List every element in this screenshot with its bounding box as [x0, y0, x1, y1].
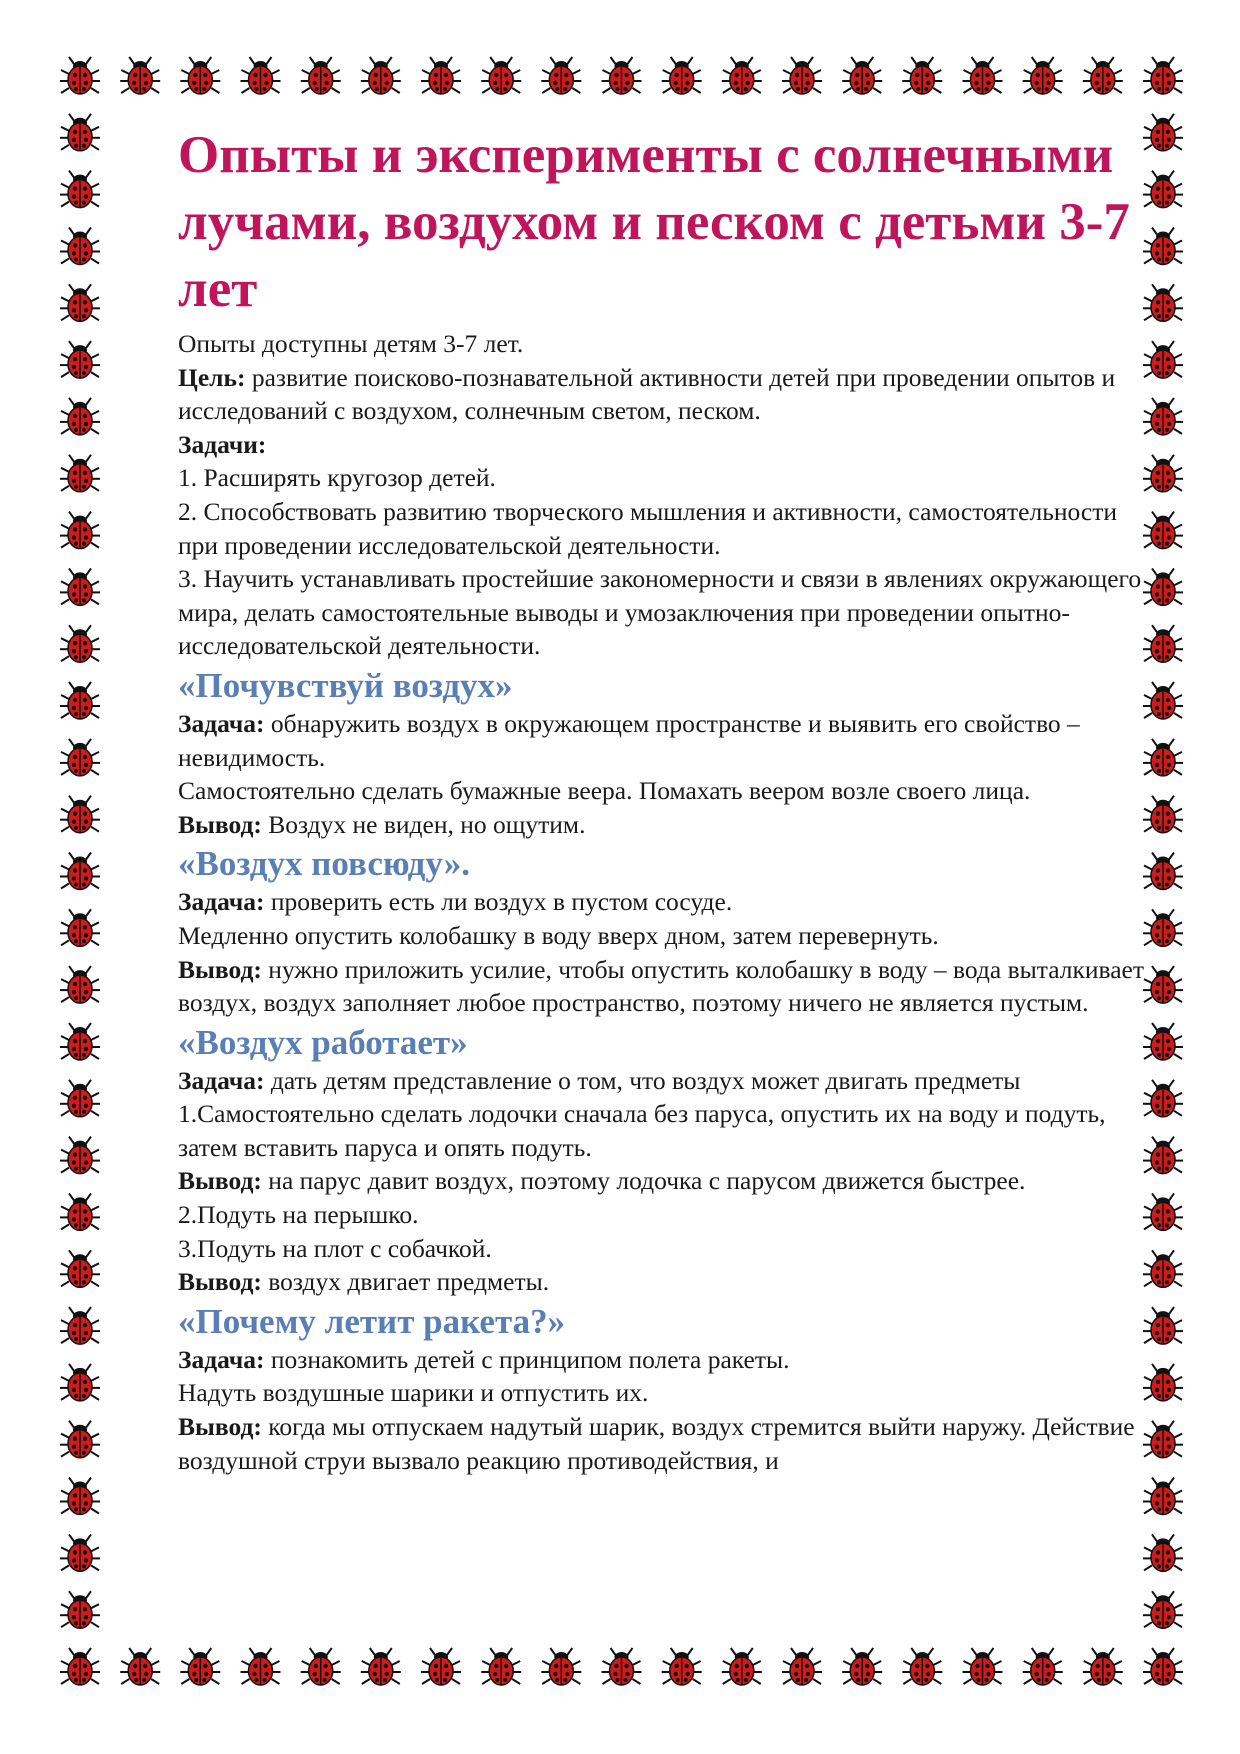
ladybug-icon	[60, 171, 100, 208]
experiment-3-step-2: 2.Подуть на перышко.	[178, 1200, 419, 1230]
task-item-3: 3. Научить устанавливать простейшие закономерности и связи в явлениях окружающего мира, делать самостоятельные выводы и умозаключения при проведении опытно-исследовательской деятельности.	[178, 564, 1142, 661]
ladybug-icon	[541, 57, 581, 94]
goal-label: Цель:	[178, 362, 246, 392]
task-text: проверить есть ли воздух в пустом сосуде.	[264, 887, 733, 917]
ladybug-icon	[60, 398, 100, 435]
ladybug-icon	[1143, 966, 1183, 1003]
experiment-3-conclusion-2	[178, 1265, 1148, 1299]
ladybug-icon	[1143, 1080, 1183, 1117]
ladybug-icon	[60, 1307, 100, 1344]
ladybug-icon	[1143, 1534, 1183, 1571]
ladybug-icon	[1143, 284, 1183, 321]
document-body	[178, 122, 1148, 1477]
ladybug-icon	[361, 57, 401, 94]
ladybug-icon	[60, 625, 100, 662]
ladybug-icon	[782, 57, 822, 94]
experiment-4-conclusion	[178, 1410, 1148, 1477]
ladybug-icon	[120, 1648, 160, 1685]
ladybug-icon	[180, 1648, 220, 1685]
experiment-4-step: Надуть воздушные шарики и отпустить их.	[178, 1378, 649, 1408]
experiment-2-heading: «Воздух повсюду».	[178, 844, 470, 884]
ladybug-icon	[1143, 1307, 1183, 1344]
ladybug-icon	[241, 57, 281, 94]
ladybug-icon	[421, 57, 461, 94]
ladybug-icon	[541, 1648, 581, 1685]
experiment-4-task	[178, 1343, 1148, 1377]
ladybug-icon	[1143, 398, 1183, 435]
experiment-2-step: Медленно опустить колобашку в воду вверх дном, затем перевернуть.	[178, 920, 939, 950]
ladybug-icon	[60, 682, 100, 719]
ladybug-icon	[1143, 625, 1183, 662]
ladybug-icon	[361, 1648, 401, 1685]
ladybug-icon	[60, 1534, 100, 1571]
ladybug-icon	[1143, 1250, 1183, 1287]
ladybug-icon	[963, 57, 1003, 94]
conclusion-text: нужно приложить усилие, чтобы опустить колобашку в воду – вода выталкивает воздух, воздух заполняет любое пространство, поэтому ничего не является пустым.	[178, 954, 1145, 1018]
page-title: Опыты и эксперименты с солнечными лучами, воздухом и песком с детьми 3-7 лет	[178, 126, 1130, 318]
ladybug-icon	[1143, 455, 1183, 492]
ladybug-icon	[1143, 512, 1183, 549]
ladybug-icon	[1143, 171, 1183, 208]
experiment-3-heading: «Воздух работает»	[178, 1022, 468, 1062]
ladybug-icon	[1143, 1478, 1183, 1515]
ladybug-icon	[60, 1648, 100, 1685]
ladybug-icon	[1023, 1648, 1063, 1685]
task-text: познакомить детей с принципом полета ракеты.	[264, 1344, 790, 1374]
ladybug-icon	[602, 57, 642, 94]
task-label: Задача:	[178, 1065, 265, 1095]
conclusion-text: Воздух не виден, но ощутим.	[261, 809, 586, 839]
ladybug-icon	[60, 1591, 100, 1628]
ladybug-icon	[60, 57, 100, 94]
ladybug-icon	[301, 57, 341, 94]
goal-text: развитие поисково-познавательной активности детей при проведении опытов и исследований с воздухом, солнечным светом, песком.	[178, 362, 1116, 426]
ladybug-icon	[902, 57, 942, 94]
ladybug-icon	[1143, 909, 1183, 946]
ladybug-icon	[60, 966, 100, 1003]
ladybug-icon	[1143, 341, 1183, 378]
experiment-4-heading: «Почему летит ракета?»	[178, 1301, 566, 1341]
ladybug-icon	[662, 1648, 702, 1685]
experiment-3-step-1: 1.Самостоятельно сделать лодочки сначала без паруса, опустить их на воду и подуть, затем вставить паруса и опять подуть.	[178, 1099, 1106, 1162]
ladybug-icon	[1143, 1421, 1183, 1458]
conclusion-label: Вывод:	[178, 1166, 262, 1196]
ladybug-icon	[60, 909, 100, 946]
ladybug-icon	[782, 1648, 822, 1685]
task-item-1: 1. Расширять кругозор детей.	[178, 463, 496, 493]
ladybug-icon	[842, 1648, 882, 1685]
ladybug-icon	[602, 1648, 642, 1685]
conclusion-text: когда мы отпускаем надутый шарик, воздух стремится выйти наружу. Действие воздушной струи вызвало реакцию противодействия, и	[178, 1412, 1135, 1475]
ladybug-icon	[481, 1648, 521, 1685]
conclusion-text: на парус давит воздух, поэтому лодочка с парусом движется быстрее.	[261, 1166, 1026, 1196]
goal-paragraph	[178, 361, 1148, 428]
ladybug-icon	[1083, 1648, 1123, 1685]
task-label: Задача:	[178, 887, 265, 917]
ladybug-icon	[1143, 1591, 1183, 1628]
experiment-1-step: Самостоятельно сделать бумажные веера. Помахать веером возле своего лица.	[178, 776, 1031, 806]
ladybug-icon	[120, 57, 160, 94]
task-text: обнаружить воздух в окружающем пространстве и выявить его свойство – невидимость.	[178, 708, 1080, 772]
ladybug-icon	[60, 1250, 100, 1287]
ladybug-icon	[60, 114, 100, 151]
task-text: дать детям представление о том, что воздух может двигать предметы	[264, 1065, 1021, 1095]
ladybug-icon	[60, 568, 100, 605]
ladybug-icon	[481, 57, 521, 94]
experiment-3-step-3: 3.Подуть на плот с собачкой.	[178, 1233, 492, 1263]
ladybug-icon	[60, 796, 100, 833]
conclusion-label: Вывод:	[178, 1412, 262, 1442]
experiment-1-heading: «Почувствуй воздух»	[178, 665, 513, 705]
ladybug-icon	[1023, 57, 1063, 94]
ladybug-icon	[1143, 739, 1183, 776]
ladybug-icon	[60, 1193, 100, 1230]
ladybug-icon	[1143, 796, 1183, 833]
experiment-2-task	[178, 885, 1148, 919]
task-label: Задача:	[178, 708, 265, 738]
ladybug-icon	[60, 1080, 100, 1117]
conclusion-label: Вывод:	[178, 1267, 262, 1297]
experiment-2-conclusion	[178, 953, 1148, 1020]
ladybug-icon	[1083, 57, 1123, 94]
ladybug-icon	[60, 739, 100, 776]
ladybug-icon	[1143, 1023, 1183, 1060]
age-note: Опыты доступны детям 3-7 лет.	[178, 329, 524, 358]
ladybug-icon	[60, 512, 100, 549]
ladybug-icon	[60, 1137, 100, 1174]
ladybug-icon	[60, 228, 100, 265]
ladybug-icon	[662, 57, 702, 94]
ladybug-icon	[60, 284, 100, 321]
conclusion-label: Вывод:	[178, 809, 262, 839]
ladybug-icon	[60, 853, 100, 890]
ladybug-icon	[1143, 114, 1183, 151]
ladybug-icon	[60, 455, 100, 492]
ladybug-icon	[1143, 228, 1183, 265]
experiment-1-conclusion	[178, 808, 1148, 842]
ladybug-icon	[1143, 853, 1183, 890]
experiment-3-conclusion-1	[178, 1164, 1148, 1198]
task-item-2: 2. Способствовать развитию творческого мышления и активности, самостоятельности при проведении исследовательской деятельности.	[178, 496, 1117, 560]
experiment-1-task	[178, 707, 1148, 774]
ladybug-icon	[60, 1023, 100, 1060]
ladybug-icon	[421, 1648, 461, 1685]
ladybug-icon	[241, 1648, 281, 1685]
ladybug-icon	[1143, 1193, 1183, 1230]
conclusion-label: Вывод:	[178, 954, 262, 984]
ladybug-icon	[1143, 1364, 1183, 1401]
ladybug-icon	[963, 1648, 1003, 1685]
ladybug-icon	[60, 1478, 100, 1515]
ladybug-icon	[180, 57, 220, 94]
ladybug-icon	[60, 1421, 100, 1458]
ladybug-icon	[1143, 682, 1183, 719]
ladybug-icon	[301, 1648, 341, 1685]
ladybug-icon	[722, 57, 762, 94]
ladybug-icon	[1143, 1137, 1183, 1174]
experiment-3-task	[178, 1064, 1148, 1098]
task-label: Задача:	[178, 1344, 265, 1374]
ladybug-icon	[902, 1648, 942, 1685]
ladybug-icon	[722, 1648, 762, 1685]
tasks-label: Задачи:	[178, 429, 267, 459]
ladybug-icon	[1143, 568, 1183, 605]
conclusion-text: воздух двигает предметы.	[261, 1267, 550, 1297]
ladybug-icon	[60, 341, 100, 378]
ladybug-icon	[1143, 1648, 1183, 1685]
ladybug-icon	[60, 1364, 100, 1401]
ladybug-icon	[1143, 57, 1183, 94]
ladybug-icon	[842, 57, 882, 94]
